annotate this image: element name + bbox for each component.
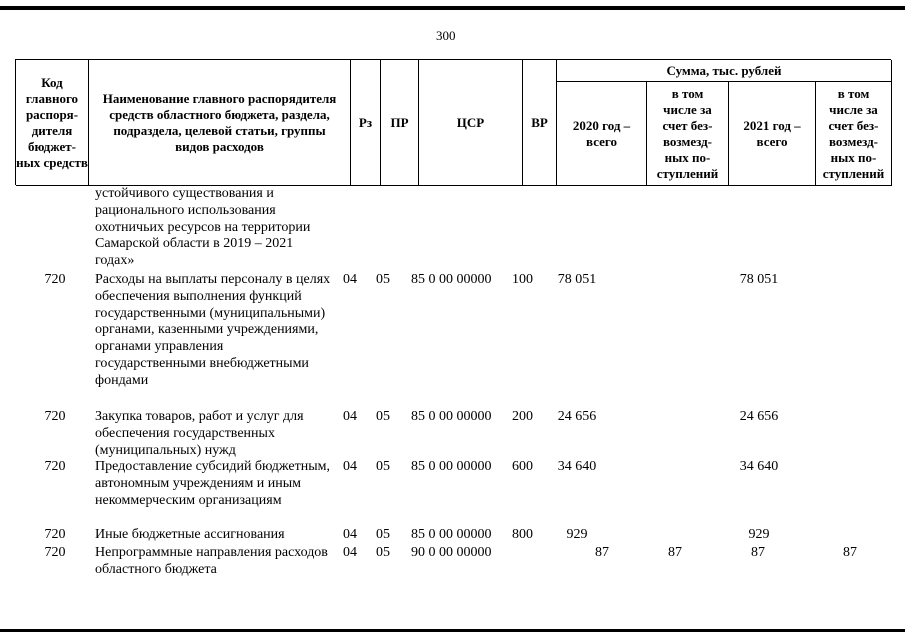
row-pr: 05 — [376, 409, 390, 424]
bottom-rule — [0, 629, 905, 632]
table-row — [0, 545, 905, 581]
row-sum-2020: 34 640 — [557, 459, 597, 474]
page-number: 300 — [436, 28, 456, 43]
row-csr: 85 0 00 00000 — [411, 527, 492, 542]
row-name: Иные бюджетные ассигнования — [95, 527, 285, 542]
row-sum-2021: 78 051 — [739, 272, 779, 287]
row-name: Закупка товаров, работ и услуг для обеспечения государственных (муниципальных) нужд — [95, 409, 304, 458]
row-pr: 05 — [376, 527, 390, 542]
row-free-2021: 87 — [843, 545, 857, 560]
row-csr: 90 0 00 00000 — [411, 545, 492, 560]
row-sum-2020: 24 656 — [557, 409, 597, 424]
row-rz: 04 — [343, 545, 357, 560]
row-name: Предоставление субсидий бюджетным, автономным учреждениям и иным некоммерческим организациям — [95, 459, 331, 508]
header-name: Наименование главного распорядителя средств областного бюджета, раздела, подраздела, целевой статьи, группы видов расходов — [89, 60, 351, 186]
header-rz: Рз — [351, 60, 381, 186]
table-row — [0, 527, 905, 545]
table-row — [0, 459, 905, 527]
row-vr: 600 — [512, 459, 533, 474]
row-sum-2021: 34 640 — [739, 459, 779, 474]
row-vr: 200 — [512, 409, 533, 424]
row-sum-2020: 78 051 — [557, 272, 597, 287]
header-2020-free: в том числе за счет без-возмезд-ных по-ступлений — [647, 82, 729, 186]
row-vr: 800 — [512, 527, 533, 542]
header-vr: ВР — [523, 60, 557, 186]
row-code: 720 — [44, 545, 66, 560]
row-rz: 04 — [343, 527, 357, 542]
row-name: Непрограммные направления расходов областного бюджета — [95, 545, 328, 577]
table-row — [0, 409, 905, 459]
row-pr: 05 — [376, 545, 390, 560]
row-sum-2020: 87 — [595, 545, 609, 560]
header-2021-total: 2021 год – всего — [729, 82, 816, 186]
row-free-2020: 87 — [668, 545, 682, 560]
header-2021-free: в том числе за счет без-возмезд-ных по-ступлений — [816, 82, 892, 186]
row-name: устойчивого существования и рационального использования охотничьих ресурсов на территории Самарской области в 2019 – 2021 годах» — [95, 186, 311, 269]
row-pr: 05 — [376, 272, 390, 287]
header-2020-total: 2020 год – всего — [557, 82, 647, 186]
row-code: 720 — [44, 409, 66, 424]
header-sum: Сумма, тыс. рублей — [557, 60, 892, 82]
row-csr: 85 0 00 00000 — [411, 459, 492, 474]
row-vr: 100 — [512, 272, 533, 287]
table-row — [0, 186, 905, 272]
row-rz: 04 — [343, 409, 357, 424]
table-row — [0, 272, 905, 406]
row-sum-2020: 929 — [566, 527, 588, 542]
row-code: 720 — [44, 272, 66, 287]
header-csr: ЦСР — [419, 60, 523, 186]
row-code: 720 — [44, 527, 66, 542]
row-csr: 85 0 00 00000 — [411, 409, 492, 424]
header-pr: ПР — [381, 60, 419, 186]
row-csr: 85 0 00 00000 — [411, 272, 492, 287]
row-pr: 05 — [376, 459, 390, 474]
header-code: Код главного распоря-дителя бюджет-ных средств — [16, 60, 89, 186]
row-name: Расходы на выплаты персоналу в целях обеспечения выполнения функций государственными (муниципальными) органами, казенными учреждениями, органами управления государственными внебюджетными фондами — [95, 272, 331, 388]
row-rz: 04 — [343, 272, 357, 287]
top-rule — [0, 6, 905, 10]
table-header — [15, 59, 891, 185]
row-sum-2021: 929 — [748, 527, 770, 542]
row-code: 720 — [44, 459, 66, 474]
row-sum-2021: 24 656 — [739, 409, 779, 424]
row-sum-2021: 87 — [751, 545, 765, 560]
row-rz: 04 — [343, 459, 357, 474]
